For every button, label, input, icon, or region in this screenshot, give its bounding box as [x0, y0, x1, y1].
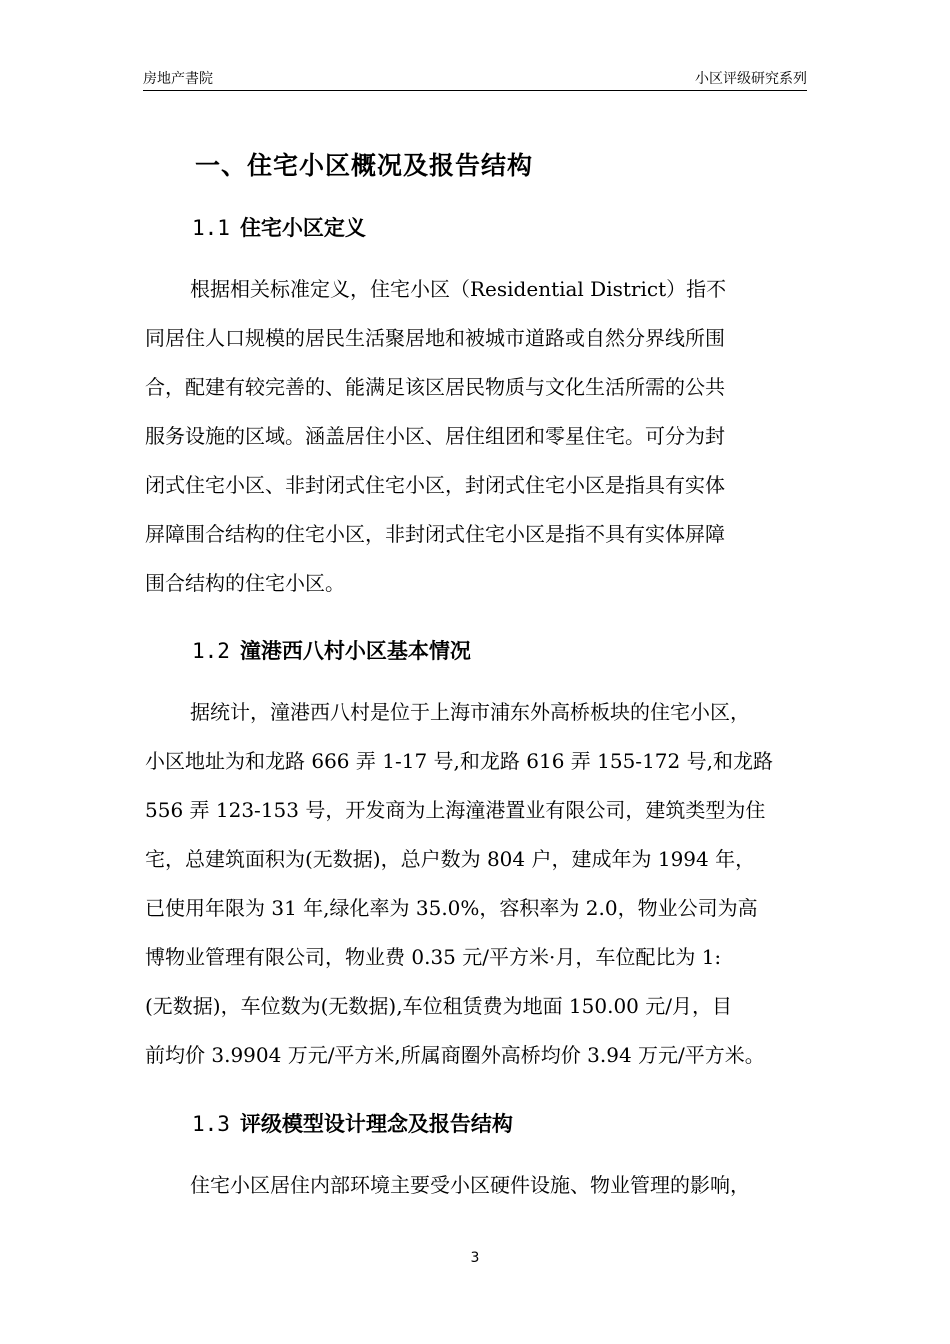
header-publisher: 房地产書院 — [143, 71, 213, 87]
section-number: 1.2 — [192, 639, 230, 663]
paragraph-line: 同居住人口规模的居民生活聚居地和被城市道路或自然分界线所围 — [145, 326, 725, 350]
page-number: 3 — [470, 1250, 480, 1266]
paragraph-line: 556 弄 123-153 号，开发商为上海潼港置业有限公司，建筑类型为住 — [145, 798, 766, 822]
section-heading — [192, 212, 366, 242]
page-header — [143, 66, 807, 91]
section-heading — [192, 635, 471, 665]
paragraph-line: 根据相关标准定义，住宅小区（Residential District）指不 — [190, 277, 727, 301]
paragraph-line: 宅，总建筑面积为(无数据)，总户数为 804 户，建成年为 1994 年， — [145, 847, 756, 871]
paragraph-line: 已使用年限为 31 年,绿化率为 35.0%，容积率为 2.0，物业公司为高 — [145, 896, 758, 920]
paragraph-line: 闭式住宅小区、非封闭式住宅小区，封闭式住宅小区是指具有实体 — [145, 473, 725, 497]
section-title: 住宅小区定义 — [239, 216, 366, 240]
paragraph-line: 屏障围合结构的住宅小区，非封闭式住宅小区是指不具有实体屏障 — [145, 522, 725, 546]
paragraph-line: 博物业管理有限公司，物业费 0.35 元/平方米·月，车位配比为 1: — [145, 945, 722, 969]
section-heading — [192, 1108, 513, 1138]
section-number: 1.3 — [192, 1112, 230, 1136]
section-title: 潼港西八村小区基本情况 — [239, 639, 471, 663]
chapter-title: 一、住宅小区概况及报告结构 — [195, 151, 534, 180]
header-series: 小区评级研究系列 — [695, 71, 807, 87]
paragraph-line: (无数据)，车位数为(无数据),车位租赁费为地面 150.00 元/月，目 — [145, 994, 733, 1018]
section-number: 1.1 — [192, 216, 230, 240]
paragraph-line: 据统计，潼港西八村是位于上海市浦东外高桥板块的住宅小区， — [190, 700, 750, 724]
paragraph-line: 服务设施的区域。涵盖居住小区、居住组团和零星住宅。可分为封 — [145, 424, 725, 448]
paragraph-line: 前均价 3.9904 万元/平方米,所属商圈外高桥均价 3.94 万元/平方米。 — [145, 1043, 765, 1067]
paragraph-line: 合，配建有较完善的、能满足该区居民物质与文化生活所需的公共 — [145, 375, 725, 399]
section-title: 评级模型设计理念及报告结构 — [239, 1112, 513, 1136]
paragraph-line: 小区地址为和龙路 666 弄 1-17 号,和龙路 616 弄 155-172 号,和龙路 — [145, 749, 773, 773]
paragraph-line: 住宅小区居住内部环境主要受小区硬件设施、物业管理的影响， — [190, 1173, 750, 1197]
paragraph-line: 围合结构的住宅小区。 — [145, 571, 345, 595]
